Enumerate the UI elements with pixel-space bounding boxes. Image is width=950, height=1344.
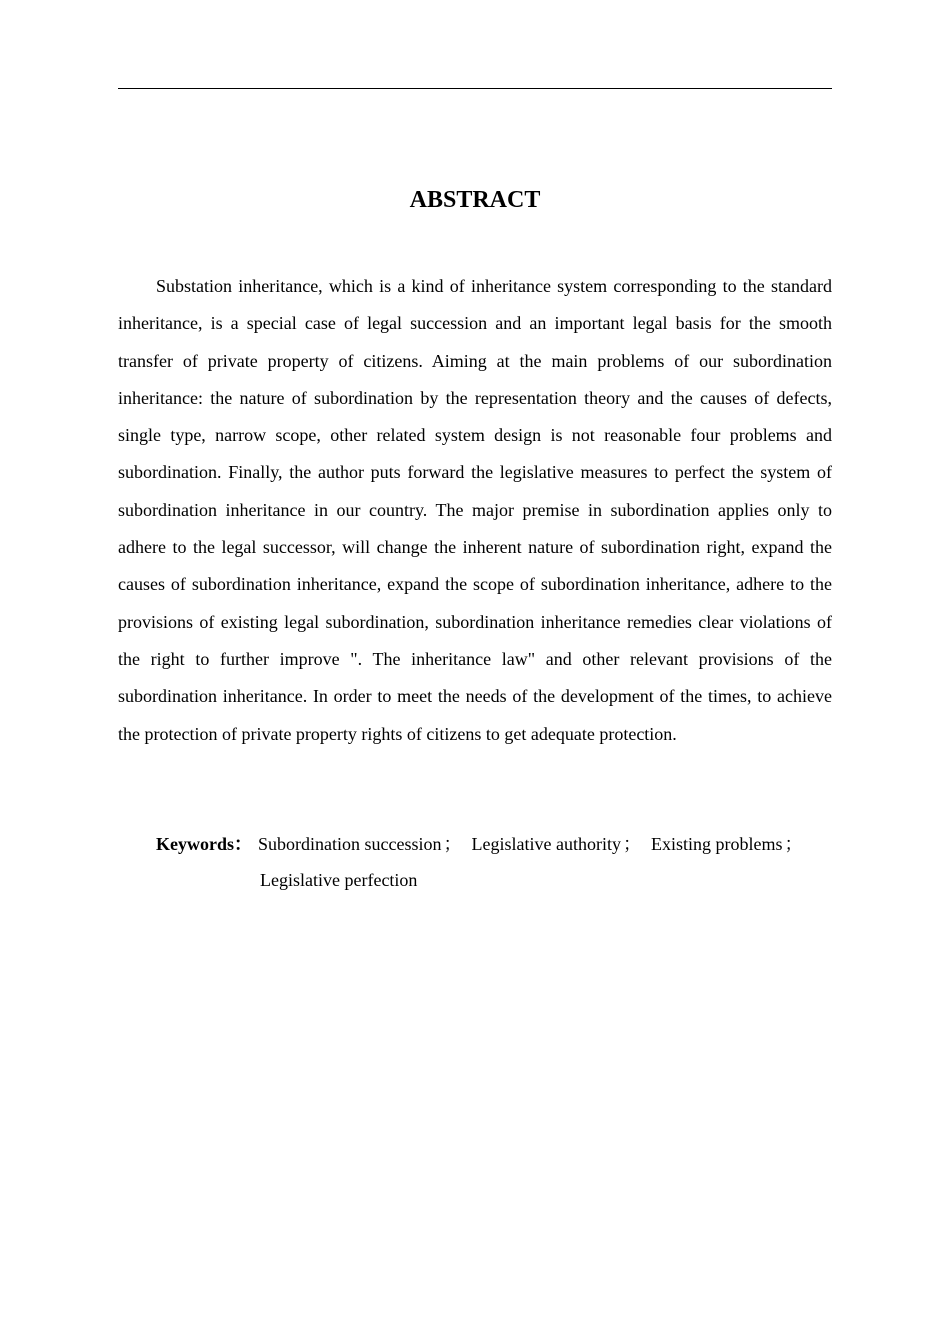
header-rule [118, 88, 832, 89]
keyword-item: Subordination succession [258, 834, 442, 854]
keyword-separator: ； [622, 834, 641, 854]
keywords-label: Keywords： [156, 834, 252, 854]
keyword-item: Legislative authority [471, 834, 621, 854]
abstract-title: ABSTRACT [409, 187, 541, 213]
keywords-row-2 [156, 862, 832, 898]
keyword-item: Existing problems [650, 834, 783, 854]
keywords-row-1 [156, 826, 832, 862]
abstract-body: Substation inheritance, which is a kind of inheritance system corresponding to the standard inheritance, is a special case of legal succession and an important legal basis for the smooth transfer of private property of citizens. Aiming at the main problems of our subordination inheritance: the nature of subordination by the representation theory and the causes of defects, single type, narrow scope, other related system design is not reasonable four problems and subordination. Finally, the author puts forward the legislative measures to perfect the system of subordination inheritance in our country. The major premise in subordination applies only to adhere to the legal successor, will change the inherent nature of subordination right, expand the causes of subordination inheritance, expand the scope of subordination inheritance, adhere to the provisions of existing legal subordination, subordination inheritance remedies clear violations of the right to further improve ". The inheritance law" and other relevant provisions of the subordination inheritance. In order to meet the needs of the development of the times, to achieve the protection of private property rights of citizens to get adequate protection. [118, 276, 832, 744]
keywords-section [156, 826, 832, 898]
keyword-item: Legislative perfection [260, 870, 418, 890]
keyword-separator: ； [443, 834, 462, 854]
keyword-separator: ； [784, 834, 803, 854]
